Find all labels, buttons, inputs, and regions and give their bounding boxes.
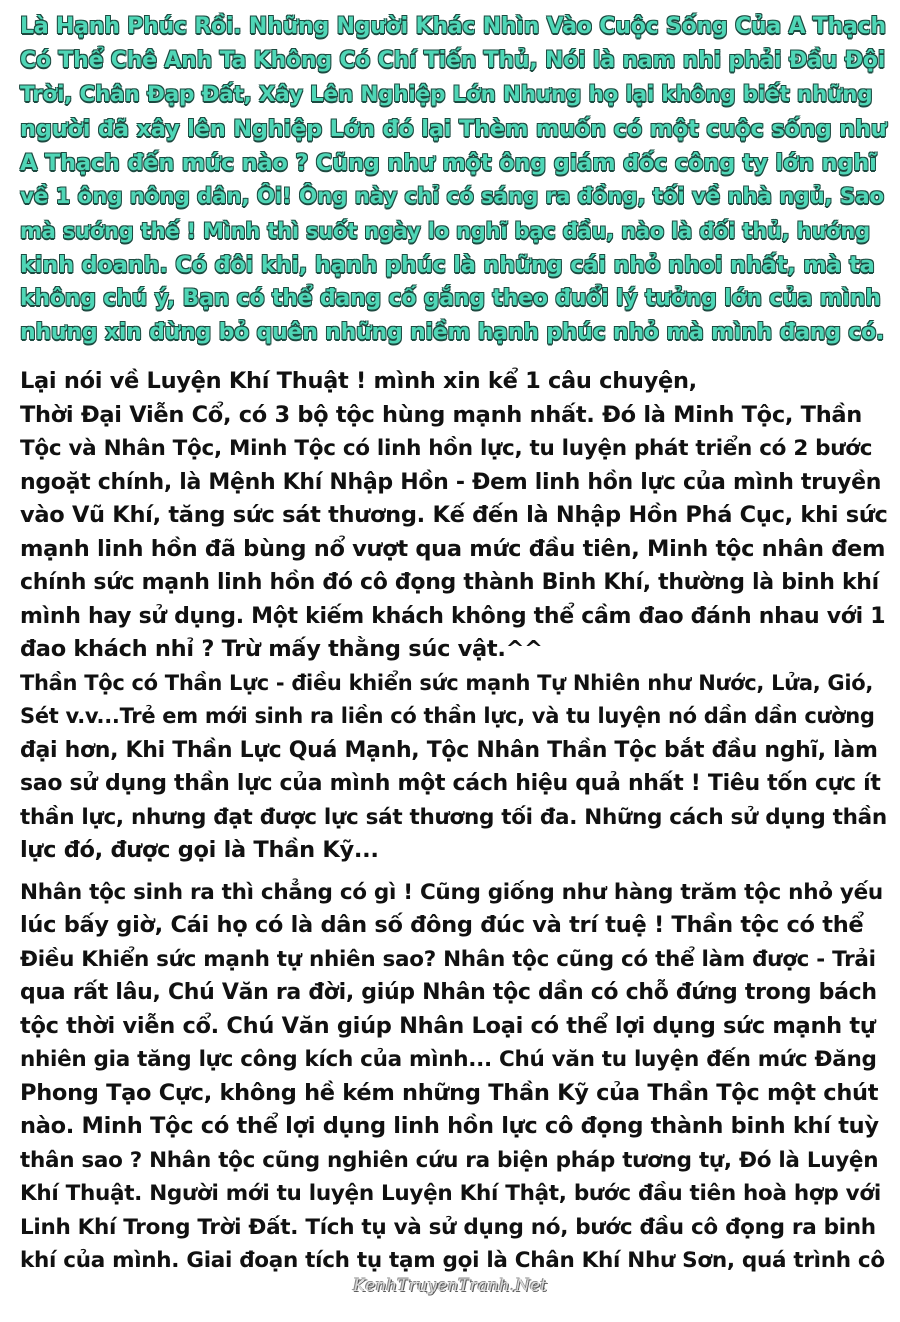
paragraph-gap — [20, 868, 892, 876]
paragraph-nhan-toc — [20, 876, 892, 1278]
site-watermark: KenhTruyenTranh.Net — [353, 1276, 547, 1296]
story-body — [20, 365, 892, 1278]
body-text-line: mình hay sử dụng. Một kiếm khách không thể cầm đao đánh nhau với 1 — [20, 603, 886, 629]
teal-text-line: Là Hạnh Phúc Rồi. Những Người Khác Nhìn Vào Cuộc Sống Của A Thạch — [20, 14, 886, 39]
paragraph-than-toc — [20, 667, 892, 868]
body-text-line: vào Vũ Khí, tăng sức sát thương. Kế đến là Nhập Hồn Phá Cục, khi sức — [20, 502, 888, 528]
paragraph-minh-toc — [20, 365, 892, 667]
teal-intro-paragraph — [20, 10, 892, 350]
teal-text-line: Trời, Chân Đạp Đất, Xây Lên Nghiệp Lớn Nhưng họ lại không biết những — [20, 82, 873, 107]
body-text-line: lúc bấy giờ, Cái họ có là dân số đông đúc và trí tuệ ! Thần tộc có thể — [20, 912, 864, 938]
body-text-line: đại hơn, Khi Thần Lực Quá Mạnh, Tộc Nhân Thần Tộc bắt đầu nghĩ, làm — [20, 737, 878, 763]
teal-text-line: A Thạch đến mức nào ? Cũng như một ông giám đốc công ty lớn nghĩ — [20, 150, 877, 176]
body-text-line: khí của mình. Giai đoạn tích tụ tạm gọi là Chân Khí Như Sơn, quá trình cô — [20, 1248, 885, 1273]
body-text-line: Nhân tộc sinh ra thì chẳng có gì ! Cũng giống như hàng trăm tộc nhỏ yếu — [20, 879, 883, 905]
body-text-line: Khí Thuật. Người mới tu luyện Luyện Khí Thật, bước đầu tiên hoà hợp với — [20, 1181, 881, 1206]
body-text-line: ngoặt chính, là Mệnh Khí Nhập Hồn - Đem linh hồn lực của mình truyền — [20, 469, 882, 495]
body-text-line: Phong Tạo Cực, không hề kém những Thần Kỹ của Thần Tộc một chút — [20, 1079, 879, 1106]
teal-text-line: Có Thể Chê Anh Ta Không Có Chí Tiến Thủ, Nói là nam nhi phải Đầu Đội — [20, 48, 886, 73]
body-text-line: mạnh linh hồn đã bùng nổ vượt qua mức đầu tiên, Minh tộc nhân đem — [20, 535, 886, 562]
body-text-line: Thần Tộc có Thần Lực - điều khiển sức mạnh Tự Nhiên như Nước, Lửa, Gió, — [20, 670, 874, 695]
body-text-line: nào. Minh Tộc có thể lợi dụng linh hồn lực cô đọng thành binh khí tuỳ — [20, 1113, 879, 1139]
teal-text-line: kinh doanh. Có đôi khi, hạnh phúc là những cái nhỏ nhoi nhất, mà ta — [20, 252, 875, 278]
body-text-line: Sét v.v...Trẻ em mới sinh ra liền có thần lực, và tu luyện nó dần dần cường — [20, 704, 875, 728]
body-text-line: đao khách nhỉ ? Trừ mấy thằng súc vật.^^ — [20, 636, 543, 662]
teal-text-line: người đã xây lên Nghiệp Lớn đó lại Thèm muốn có một cuộc sống như — [20, 116, 887, 142]
body-text-line: Tộc và Nhân Tộc, Minh Tộc có linh hồn lực, tu luyện phát triển có 2 bước — [20, 436, 873, 461]
body-text-line: tộc thời viễn cổ. Chú Văn giúp Nhân Loại có thể lợi dụng sức mạnh tự — [20, 1012, 876, 1039]
body-text-line: thân sao ? Nhân tộc cũng nghiên cứu ra biện pháp tương tự, Đó là Luyện — [20, 1147, 879, 1173]
teal-text-line: không chú ý, Bạn có thể đang cố gắng theo đuổi lý tưởng lớn của mình — [20, 286, 881, 311]
body-text-line: thần lực, nhưng đạt được lực sát thương tối đa. Những cách sử dụng thần — [20, 804, 887, 830]
body-text-line: chính sức mạnh linh hồn đó cô đọng thành Binh Khí, thường là binh khí — [20, 570, 879, 595]
teal-text-line: về 1 ông nông dân, Ôi! Ông này chỉ có sáng ra đồng, tối về nhà ngủ, Sao — [20, 184, 884, 209]
body-text-line: nhiên gia tăng lực công kích của mình... Chú văn tu luyện đến mức Đăng — [20, 1047, 877, 1072]
teal-text-line: mà sướng thế ! Mình thì suốt ngày lo nghĩ bạc đầu, nào là đối thủ, hướng — [20, 219, 870, 243]
body-text-line: lực đó, được gọi là Thần Kỹ... — [20, 837, 379, 863]
teal-text-line: nhưng xin đừng bỏ quên những niềm hạnh phúc nhỏ mà mình đang có. — [20, 320, 885, 345]
body-text-line: qua rất lâu, Chú Văn ra đời, giúp Nhân tộc dần có chỗ đứng trong bách — [20, 980, 877, 1005]
body-text-line: Thời Đại Viễn Cổ, có 3 bộ tộc hùng mạnh nhất. Đó là Minh Tộc, Thần — [20, 401, 863, 428]
body-text-line: Điều Khiển sức mạnh tự nhiên sao? Nhân tộc cũng có thể làm được - Trải — [20, 946, 876, 972]
body-text-line: Linh Khí Trong Trời Đất. Tích tụ và sử dụng nó, bước đầu cô đọng ra binh — [20, 1214, 876, 1240]
body-text-line: Lại nói về Luyện Khí Thuật ! mình xin kể 1 câu chuyện, — [20, 368, 697, 394]
body-text-line: sao sử dụng thần lực của mình một cách hiệu quả nhất ! Tiêu tốn cực ít — [20, 771, 881, 796]
